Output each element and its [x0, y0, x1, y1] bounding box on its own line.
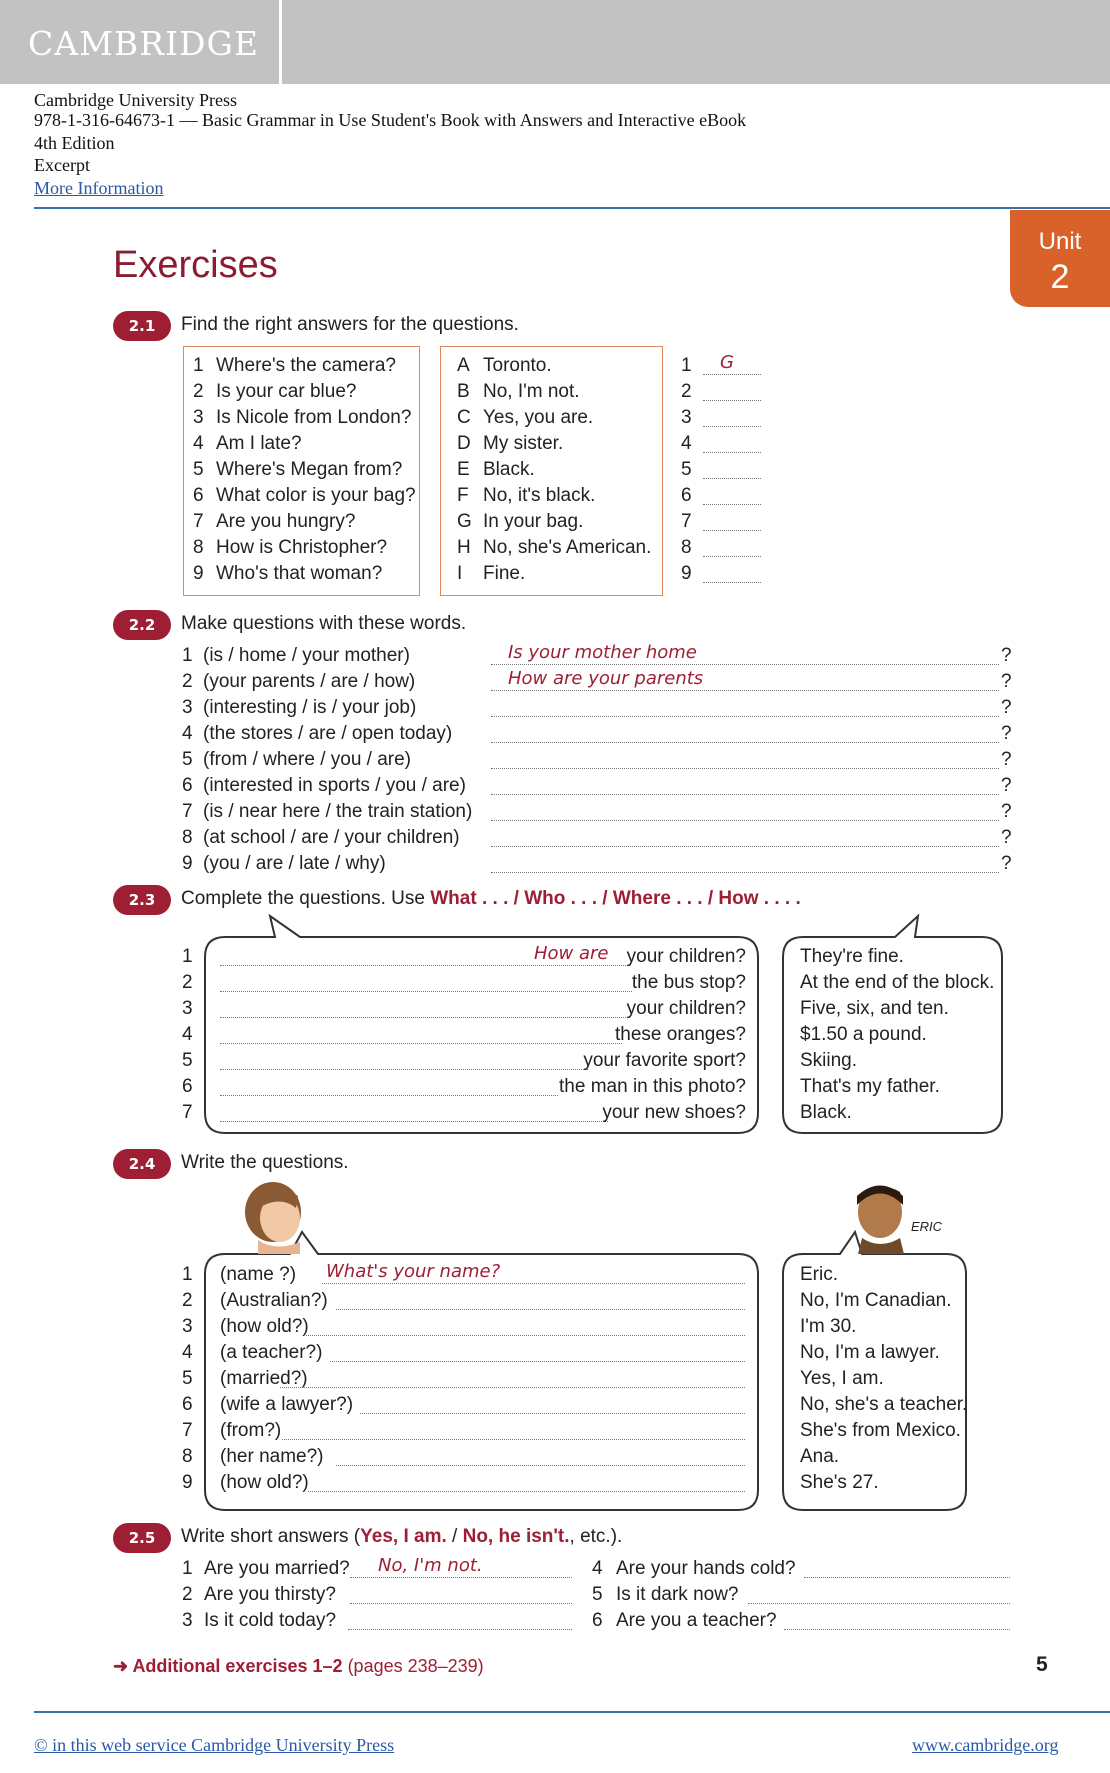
edition: 4th Edition — [34, 133, 115, 153]
item-number: 1 — [182, 645, 193, 666]
reply-text: She's from Mexico. — [800, 1420, 961, 1441]
item-number: 3 — [182, 1316, 193, 1337]
reply-text: No, she's a teacher. — [800, 1394, 968, 1415]
eric-avatar-icon — [857, 1186, 904, 1255]
written-answer: How are — [534, 943, 609, 964]
question-number: 2 — [193, 381, 204, 402]
reply-text: She's 27. — [800, 1472, 879, 1493]
word-cues: (interested in sports / you / are) — [203, 775, 466, 796]
item-number: 3 — [182, 998, 193, 1019]
answer-letter: A — [457, 355, 470, 376]
instruction-2-5-example-2: No, he isn't. — [462, 1526, 570, 1547]
answer-line[interactable] — [336, 1465, 745, 1466]
word-cues: (is / near here / the train station) — [203, 801, 473, 822]
question-mark: ? — [1001, 827, 1012, 848]
question-cue: (her name?) — [220, 1446, 324, 1467]
answer-letter: D — [457, 433, 471, 454]
answer-line[interactable] — [220, 991, 632, 992]
word-cues: (your parents / are / how) — [203, 671, 416, 692]
question-mark: ? — [1001, 645, 1012, 666]
instruction-2-1: Find the right answers for the questions. — [181, 314, 519, 335]
copyright-link[interactable]: © in this web service Cambridge University Press — [34, 1735, 395, 1755]
item-number: 7 — [182, 1420, 193, 1441]
page-number: 5 — [1036, 1653, 1048, 1676]
exercise-badge-2-1: 2.1 — [113, 311, 171, 341]
reply-text: That's my father. — [800, 1076, 940, 1097]
item-number: 9 — [182, 1472, 193, 1493]
question-text: Am I late? — [216, 433, 302, 454]
answer-line[interactable] — [220, 1121, 608, 1122]
written-answer: No, I'm not. — [378, 1555, 483, 1576]
answer-line[interactable] — [330, 1361, 745, 1362]
written-answer: How are your parents — [508, 668, 704, 689]
word-cues: (from / where / you / are) — [203, 749, 412, 770]
isbn-title: 978-1-316-64673-1 — Basic Grammar in Use Student's Book with Answers and Interactive eBook — [34, 110, 747, 130]
item-number: 6 — [592, 1610, 603, 1631]
item-number: 3 — [182, 1610, 193, 1631]
answer-line[interactable] — [336, 1309, 745, 1310]
additional-exercises[interactable] — [113, 1656, 484, 1677]
item-number: 4 — [182, 1342, 193, 1363]
additional-exercises-pages: (pages 238–239) — [347, 1656, 484, 1676]
answer-line[interactable] — [350, 1577, 572, 1578]
answer-line[interactable] — [220, 965, 630, 966]
answer-line[interactable] — [784, 1629, 1010, 1630]
key-number: 7 — [681, 511, 692, 532]
item-number: 5 — [182, 1368, 193, 1389]
question-cue: (a teacher?) — [220, 1342, 323, 1363]
reply-text: Skiing. — [800, 1050, 858, 1071]
question-mark: ? — [1001, 749, 1012, 770]
question-end: the bus stop? — [631, 972, 746, 993]
more-information-link[interactable]: More Information — [34, 178, 164, 198]
question-end: your favorite sport? — [583, 1050, 746, 1071]
answer-letter: H — [457, 537, 471, 558]
answer-line[interactable] — [322, 1283, 745, 1284]
key-number: 1 — [681, 355, 692, 376]
item-number: 6 — [182, 1394, 193, 1415]
question-number: 3 — [193, 407, 204, 428]
short-question: Is it cold today? — [204, 1610, 337, 1631]
word-cues: (the stores / are / open today) — [203, 723, 453, 744]
reply-text: At the end of the block. — [800, 972, 995, 993]
excerpt-label: Excerpt — [34, 155, 90, 175]
exercise-badge-2-4: 2.4 — [113, 1149, 171, 1179]
short-question: Are you a teacher? — [616, 1610, 777, 1631]
short-question: Is it dark now? — [616, 1584, 739, 1605]
arrow-right-icon: ➜ — [113, 1656, 129, 1676]
reply-text: $1.50 a pound. — [800, 1024, 927, 1045]
unit-label: Unit — [1038, 228, 1082, 255]
instruction-2-4: Write the questions. — [181, 1152, 349, 1173]
woman-avatar-icon — [245, 1182, 301, 1254]
instruction-2-5-post: , etc.). — [569, 1526, 623, 1547]
reply-text: Ana. — [800, 1446, 840, 1467]
question-cue: (from?) — [220, 1420, 282, 1441]
reply-text: They're fine. — [800, 946, 904, 967]
answer-text: No, she's American. — [483, 537, 652, 558]
key-number: 4 — [681, 433, 692, 454]
answer-line[interactable] — [360, 1413, 745, 1414]
short-question: Are your hands cold? — [616, 1558, 796, 1579]
additional-exercises-label: Additional exercises 1–2 — [132, 1656, 343, 1676]
question-cue: (Australian?) — [220, 1290, 328, 1311]
item-number: 7 — [182, 1102, 193, 1123]
question-text: Is your car blue? — [216, 381, 357, 402]
key-number: 2 — [681, 381, 692, 402]
word-cues: (is / home / your mother) — [203, 645, 410, 666]
item-number: 3 — [182, 697, 193, 718]
key-number: 9 — [681, 563, 692, 584]
question-mark: ? — [1001, 801, 1012, 822]
word-cues: (you / are / late / why) — [203, 853, 386, 874]
answer-letter: C — [457, 407, 471, 428]
question-text: Who's that woman? — [216, 563, 383, 584]
item-number: 2 — [182, 671, 193, 692]
question-end: your children? — [626, 998, 746, 1019]
answer-line[interactable] — [350, 1603, 572, 1604]
answer-letter: G — [457, 511, 472, 532]
question-number: 8 — [193, 537, 204, 558]
question-text: How is Christopher? — [216, 537, 388, 558]
reply-text: No, I'm a lawyer. — [800, 1342, 940, 1363]
question-number: 5 — [193, 459, 204, 480]
answer-line[interactable] — [748, 1603, 1010, 1604]
key-answer: G — [720, 352, 734, 373]
word-cues: (at school / are / your children) — [203, 827, 460, 848]
item-number: 9 — [182, 853, 193, 874]
question-cue: (how old?) — [220, 1472, 309, 1493]
reply-text: Yes, I am. — [800, 1368, 884, 1389]
question-number: 9 — [193, 563, 204, 584]
instruction-2-2: Make questions with these words. — [181, 613, 467, 634]
question-mark: ? — [1001, 775, 1012, 796]
question-number: 1 — [193, 355, 204, 376]
question-cue: (name ?) — [220, 1264, 297, 1285]
short-question: Are you married? — [204, 1558, 350, 1579]
answer-line[interactable] — [280, 1387, 745, 1388]
question-text: Where's the camera? — [216, 355, 396, 376]
answer-text: My sister. — [483, 433, 564, 454]
answer-text: No, I'm not. — [483, 381, 580, 402]
instruction-2-5-pre: Write short answers ( — [181, 1526, 361, 1547]
item-number: 4 — [182, 723, 193, 744]
item-number: 5 — [182, 749, 193, 770]
answer-letter: E — [457, 459, 470, 480]
answer-letter: I — [457, 563, 463, 584]
question-cue: (wife a lawyer?) — [220, 1394, 354, 1415]
question-mark: ? — [1001, 671, 1012, 692]
answer-text: No, it's black. — [483, 485, 596, 506]
short-question: Are you thirsty? — [204, 1584, 336, 1605]
answer-line[interactable] — [220, 1095, 558, 1096]
item-number: 6 — [182, 1076, 193, 1097]
item-number: 1 — [182, 1264, 193, 1285]
eric-name-tag: ERIC — [911, 1219, 943, 1234]
answer-line[interactable] — [348, 1629, 572, 1630]
instruction-2-5-sep: / — [446, 1526, 463, 1547]
unit-number: 2 — [1050, 258, 1070, 296]
answer-line[interactable] — [282, 1439, 745, 1440]
instruction-2-3-bold: What . . . / Who . . . / Where . . . / How . . . . — [430, 888, 801, 909]
question-text: Where's Megan from? — [216, 459, 403, 480]
answer-line[interactable] — [220, 1069, 588, 1070]
question-text: Is Nicole from London? — [216, 407, 412, 428]
cambridge-website-link[interactable]: www.cambridge.org — [912, 1735, 1059, 1755]
item-number: 2 — [182, 1290, 193, 1311]
answer-letter: F — [457, 485, 469, 506]
cambridge-logo: CAMBRIDGE — [28, 24, 259, 63]
question-number: 7 — [193, 511, 204, 532]
answer-text: In your bag. — [483, 511, 584, 532]
item-number: 5 — [592, 1584, 603, 1605]
item-number: 5 — [182, 1050, 193, 1071]
key-number: 3 — [681, 407, 692, 428]
answer-line[interactable] — [306, 1335, 745, 1336]
footer-divider — [34, 1711, 1110, 1713]
question-number: 4 — [193, 433, 204, 454]
item-number: 1 — [182, 946, 193, 967]
question-end: these oranges? — [615, 1024, 746, 1045]
question-text: What color is your bag? — [216, 485, 416, 506]
exercise-badge-2-5: 2.5 — [113, 1523, 171, 1553]
question-end: the man in this photo? — [559, 1076, 746, 1097]
written-answer: What's your name? — [326, 1261, 501, 1282]
question-text: Are you hungry? — [216, 511, 356, 532]
exercise-badge-2-2: 2.2 — [113, 610, 171, 640]
reply-text: Eric. — [800, 1264, 838, 1285]
item-number: 1 — [182, 1558, 193, 1579]
question-mark: ? — [1001, 697, 1012, 718]
item-number: 7 — [182, 801, 193, 822]
answer-text: Fine. — [483, 563, 526, 584]
question-end: your children? — [626, 946, 746, 967]
publisher: Cambridge University Press — [34, 90, 237, 110]
question-cue: (how old?) — [220, 1316, 309, 1337]
word-cues: (interesting / is / your job) — [203, 697, 417, 718]
instruction-2-5 — [181, 1526, 622, 1548]
written-answer: Is your mother home — [508, 642, 697, 663]
page-title: Exercises — [113, 244, 278, 286]
answer-text: Yes, you are. — [483, 407, 594, 428]
item-number: 8 — [182, 827, 193, 848]
instruction-2-5-example-1: Yes, I am. — [360, 1526, 447, 1547]
answer-line[interactable] — [220, 1017, 628, 1018]
reply-text: Five, six, and ten. — [800, 998, 949, 1019]
item-number: 2 — [182, 972, 193, 993]
question-end: your new shoes? — [602, 1102, 746, 1123]
key-number: 8 — [681, 537, 692, 558]
key-number: 6 — [681, 485, 692, 506]
item-number: 6 — [182, 775, 193, 796]
answer-line[interactable] — [308, 1491, 745, 1492]
answer-line[interactable] — [804, 1577, 1010, 1578]
exercise-badge-2-3: 2.3 — [113, 885, 171, 915]
answer-line[interactable] — [220, 1043, 622, 1044]
item-number: 4 — [592, 1558, 603, 1579]
question-mark: ? — [1001, 723, 1012, 744]
question-mark: ? — [1001, 853, 1012, 874]
answer-text: Black. — [483, 459, 535, 480]
key-number: 5 — [681, 459, 692, 480]
answer-text: Toronto. — [483, 355, 552, 376]
item-number: 8 — [182, 1446, 193, 1467]
reply-text: I'm 30. — [800, 1316, 857, 1337]
reply-text: No, I'm Canadian. — [800, 1290, 952, 1311]
reply-text: Black. — [800, 1102, 852, 1123]
question-cue: (married?) — [220, 1368, 308, 1389]
item-number: 4 — [182, 1024, 193, 1045]
instruction-2-3-text: Complete the questions. Use — [181, 888, 431, 909]
answer-letter: B — [457, 381, 470, 402]
item-number: 2 — [182, 1584, 193, 1605]
question-number: 6 — [193, 485, 204, 506]
